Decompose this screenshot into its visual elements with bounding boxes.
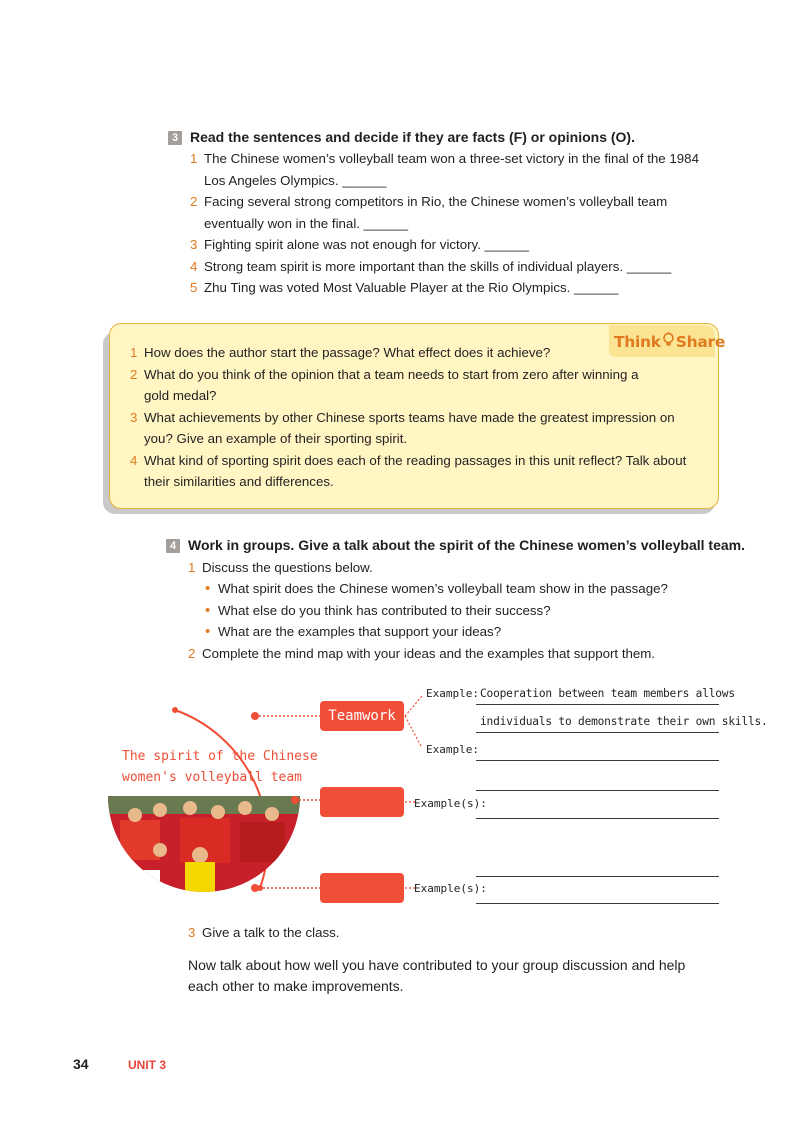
list-item <box>190 191 750 234</box>
item-text-continued: their similarities and differences. <box>144 474 334 489</box>
item-text: Complete the mind map with your ideas and the examples that support them. <box>202 646 656 661</box>
item-number: 2 <box>130 366 138 382</box>
list-item <box>205 600 725 622</box>
connector-dot <box>251 884 259 892</box>
answer-line <box>476 704 719 705</box>
blank-spirit-node[interactable] <box>320 787 404 817</box>
bullet-icon: • <box>205 601 211 619</box>
think-share-list <box>130 342 710 493</box>
example-label: Example: <box>426 687 479 700</box>
item-text: Strong team spirit is more important than the skills of individual players. ______ <box>204 258 672 274</box>
example-label: Example: <box>426 743 479 756</box>
list-item <box>190 256 750 278</box>
connector-dot <box>251 712 259 720</box>
step-1 <box>188 557 373 579</box>
exercise-3-heading: Read the sentences and decide if they are facts (F) or opinions (O). <box>190 129 635 145</box>
item-text-continued: gold medal? <box>144 388 217 403</box>
closing-line: Now talk about how well you have contributed to your group discussion and help <box>188 957 686 973</box>
team-photo <box>108 796 300 896</box>
mind-map-center-label <box>122 746 318 788</box>
item-text-continued: eventually won in the final. ______ <box>204 215 409 231</box>
page-number: 34 <box>73 1056 89 1072</box>
answer-line[interactable] <box>476 760 719 761</box>
center-label-line: The spirit of the Chinese <box>122 749 318 764</box>
item-text: Fighting spirit alone was not enough for victory. ______ <box>204 237 529 252</box>
item-number: 3 <box>130 409 138 425</box>
example-answer-line: Cooperation between team members allows <box>480 687 735 700</box>
item-text: Discuss the questions below. <box>202 560 373 575</box>
exercise-3-list <box>190 148 750 299</box>
item-text: Facing several strong competitors in Rio, the Chinese women’s volleyball team <box>204 194 668 209</box>
closing-instruction <box>188 955 748 997</box>
share-label: Share <box>675 333 726 351</box>
blank-spirit-node[interactable] <box>320 873 404 903</box>
closing-line: each other to make improvements. <box>188 978 404 994</box>
answer-line[interactable] <box>476 876 719 877</box>
answer-line[interactable] <box>476 903 719 904</box>
bullet-text: What else do you think has contributed to their success? <box>218 602 551 618</box>
list-item <box>130 364 710 407</box>
arc-end-dot <box>172 707 178 713</box>
item-number: 3 <box>188 925 196 940</box>
mind-map-diagram <box>100 680 460 920</box>
think-label: Think <box>614 333 661 351</box>
item-number: 1 <box>130 345 138 360</box>
bullet-icon: • <box>205 623 211 640</box>
list-item <box>130 450 710 493</box>
step-3 <box>188 922 339 944</box>
exercise-number-badge: 3 <box>168 131 182 145</box>
item-number: 3 <box>190 237 198 252</box>
bullet-text: What are the examples that support your ideas? <box>218 624 502 639</box>
bullet-text: What spirit does the Chinese women’s volleyball team show in the passage? <box>218 581 668 596</box>
item-number: 4 <box>130 452 138 468</box>
item-text: How does the author start the passage? What effect does it achieve? <box>144 345 551 360</box>
answer-line[interactable] <box>476 790 719 791</box>
step-2 <box>188 643 655 665</box>
item-number: 4 <box>190 258 198 274</box>
list-item <box>190 234 750 256</box>
exercise-number-badge: 4 <box>166 539 180 553</box>
item-number: 2 <box>190 194 198 209</box>
item-text: What do you think of the opinion that a team needs to start from zero after winning a <box>144 366 639 382</box>
examples-label: Example(s): <box>414 797 487 810</box>
list-item <box>190 148 750 191</box>
item-text: Give a talk to the class. <box>202 925 340 940</box>
examples-label: Example(s): <box>414 882 487 895</box>
example-answer-line: individuals to demonstrate their own skills. <box>480 715 768 728</box>
unit-label: UNIT 3 <box>128 1058 167 1072</box>
list-item <box>190 277 750 299</box>
teamwork-node <box>320 701 404 731</box>
item-text-continued: Los Angeles Olympics. ______ <box>204 172 387 188</box>
list-item <box>205 578 725 600</box>
exercise-4-heading: Work in groups. Give a talk about the spirit of the Chinese women’s volleyball team. <box>188 537 746 553</box>
discussion-bullets <box>205 578 725 643</box>
item-number: 5 <box>190 280 198 295</box>
item-number: 2 <box>188 646 196 661</box>
item-number: 1 <box>190 151 198 166</box>
item-number: 1 <box>188 560 196 575</box>
item-text: The Chinese women’s volleyball team won a three-set victory in the final of the 1984 <box>204 151 699 166</box>
item-text: What kind of sporting spirit does each of the reading passages in this unit reflect? Talk about <box>144 452 687 468</box>
answer-line <box>476 732 719 733</box>
center-label-line: women's volleyball team <box>122 770 303 785</box>
answer-line[interactable] <box>476 818 719 819</box>
teamwork-node-label: Teamwork <box>328 708 396 724</box>
list-item <box>205 621 725 643</box>
bullet-icon: • <box>205 580 211 597</box>
item-text: What achievements by other Chinese sports teams have made the greatest impression on <box>144 409 675 425</box>
connector-dot <box>291 796 299 804</box>
list-item <box>130 407 710 450</box>
list-item <box>130 342 710 364</box>
item-text: Zhu Ting was voted Most Valuable Player at the Rio Olympics. ______ <box>204 280 619 295</box>
item-text-continued: you? Give an example of their sporting spirit. <box>144 431 408 446</box>
